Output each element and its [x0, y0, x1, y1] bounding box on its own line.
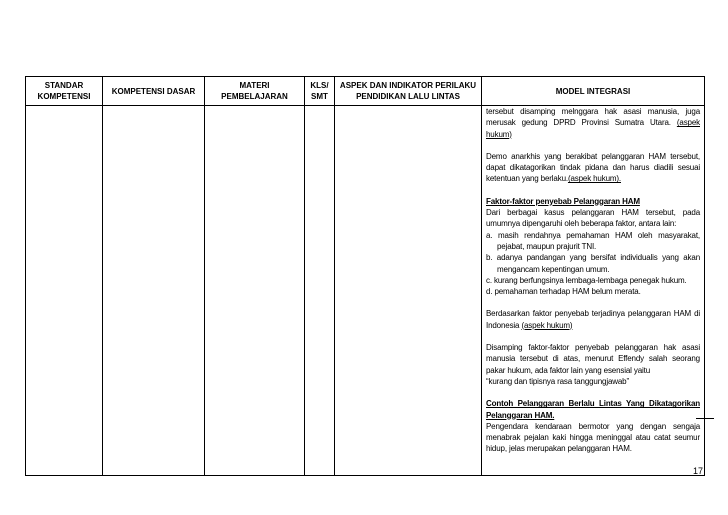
list-item: c. kurang berfungsinya lembaga-lembaga penegak hukum. [486, 275, 687, 285]
cell-standar-kompetensi [26, 106, 103, 476]
header-standar-kompetensi: STANDAR KOMPETENSI [26, 77, 103, 106]
table-header-row [26, 77, 705, 106]
header-kls-smt: KLS/ SMT [305, 77, 335, 106]
paragraph-5-quote: “kurang dan tipisnya rasa tanggungjawab” [486, 376, 629, 386]
cell-kls-smt [305, 106, 335, 476]
heading-contoh-pelanggaran: Contoh Pelanggaran Berlalu Lintas Yang Dikatagorikan Pelanggaran HAM. [486, 399, 700, 420]
curriculum-table [25, 76, 705, 476]
header-aspek-indikator: ASPEK DAN INDIKATOR PERILAKU PENDIDIKAN LALU LINTAS [335, 77, 482, 106]
paragraph-4-text: Berdasarkan faktor penyebab terjadinya pelanggaran HAM di Indonesia [486, 309, 700, 330]
aspek-hukum-link: (aspek hukum). [567, 174, 621, 184]
paragraph-1-text: tersebut disamping melnggara hak asasi manusia, juga merusak gedung DPRD Provinsi Sumatra Utara. [486, 107, 700, 128]
paragraph-2 [486, 151, 700, 185]
heading-faktor-penyebab: Faktor-faktor penyebab Pelanggaran HAM [486, 196, 640, 206]
paragraph-3: Dari berbagai kasus pelanggaran HAM tersebut, pada umumnya dipengaruhi oleh beberapa faktor, antara lain: [486, 208, 700, 229]
header-kompetensi-dasar: KOMPETENSI DASAR [103, 77, 205, 106]
divider-line [696, 418, 714, 419]
paragraph-4 [486, 308, 700, 331]
model-integrasi-content [482, 106, 704, 455]
paragraph-2-text: Demo anarkhis yang berakibat pelanggaran HAM tersebut, dapat dikatagorikan tindak pidana dan harus diadili sesuai ketentuan yang berlaku. [486, 151, 700, 184]
list-item: d. pemahaman terhadap HAM belum merata. [486, 287, 641, 297]
cell-model-integrasi [482, 106, 705, 476]
paragraph-5: Disamping faktor-faktor penyebab pelanggaran hak asasi manusia tersebut di atas, menurut Effendy salah seorang pakar hukum, ada faktor lain yang esensial yaitu [486, 343, 700, 375]
table-row [26, 106, 705, 476]
paragraph-6: Pengendara kendaraan bermotor yang dengan sengaja menabrak pejalan kaki hingga meninggal atau catat seumur hidup, jelas merupakan pelanggaran HAM. [486, 421, 700, 454]
cell-kompetensi-dasar [103, 106, 205, 476]
header-materi-pembelajaran: MATERI PEMBELAJARAN [205, 77, 305, 106]
header-model-integrasi: MODEL INTEGRASI [482, 77, 705, 106]
page-number: 17 [692, 466, 703, 476]
aspek-hukum-link: (aspek hukum) [521, 320, 573, 330]
aspek-hukum-link: (aspek hukum) [486, 118, 700, 139]
cell-materi-pembelajaran [205, 106, 305, 476]
paragraph-1 [486, 106, 700, 140]
list-item: a. masih rendahnya pemahaman HAM oleh masyarakat, pejabat, maupun prajurit TNI. [486, 230, 700, 251]
list-item: b. adanya pandangan yang bersifat individualis yang akan mengancam kepentingan umum. [486, 253, 700, 274]
cell-aspek-indikator [335, 106, 482, 476]
